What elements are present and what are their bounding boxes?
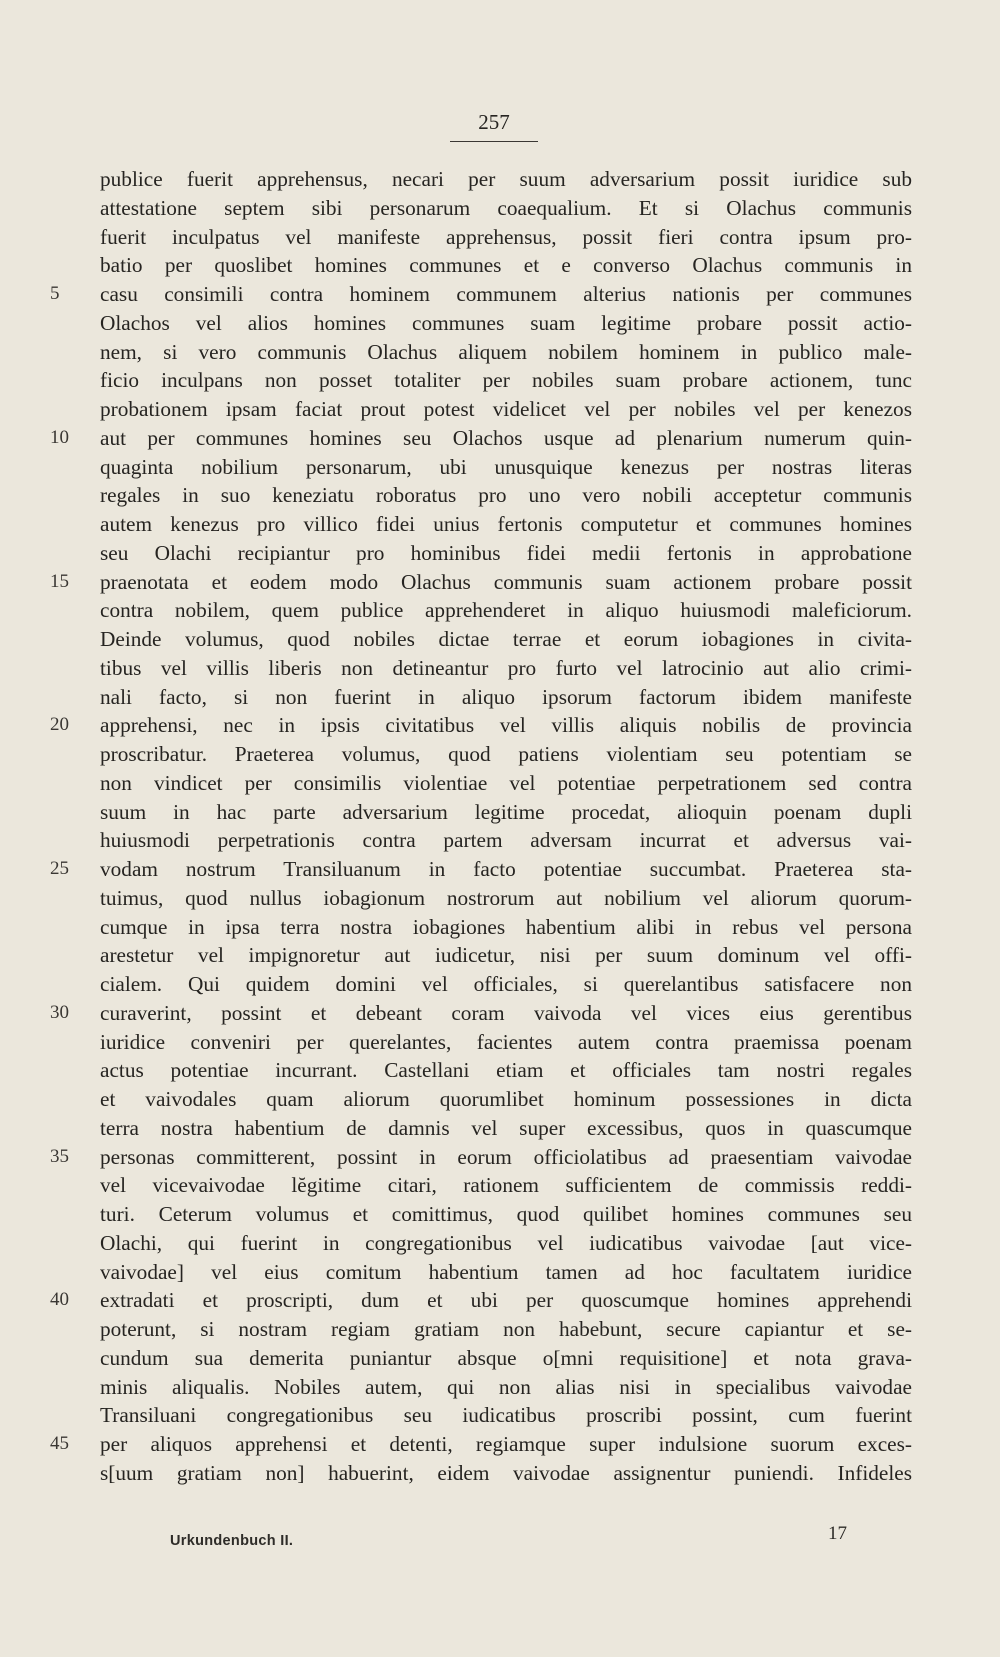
text-line [50, 999, 912, 1028]
text-line [100, 769, 912, 798]
line-text: regales in suo keneziatu roboratus pro uno vero nobili acceptetur communis [100, 483, 912, 508]
text-line [100, 251, 912, 280]
footer-signature-mark: 17 [828, 1523, 847, 1544]
line-text: cialem. Qui quidem domini vel officiales, si querelantibus satisfacere non [100, 972, 912, 996]
line-text: non vindicet per consimilis violentiae vel potentiae perpetrationem sed contra [100, 770, 912, 795]
line-text: fuerit inculpatus vel manifeste apprehensus, possit fieri contra ipsum pro- [100, 224, 912, 249]
line-text: s[uum gratiam non] habuerint, eidem vaivodae assignentur puniendi. Infideles [100, 1460, 912, 1485]
line-text: praenotata et eodem modo Olachus communis suam actionem probare possit [100, 569, 912, 594]
line-text: aut per communes homines seu Olachos usque ad plenarium numerum quin- [100, 425, 912, 450]
text-line [100, 1171, 912, 1200]
line-number: 35 [50, 1145, 69, 1167]
line-number: 30 [50, 1001, 69, 1023]
line-text: Olachos vel alios homines communes suam legitime probare possit actio- [100, 310, 912, 335]
text-line [100, 941, 912, 970]
text-line [50, 1143, 912, 1172]
text-line [100, 1028, 912, 1057]
text-line [100, 366, 912, 395]
line-text: iuridice conveniri per querelantes, facientes autem contra praemissa poenam [100, 1029, 912, 1054]
line-text: actus potentiae incurrant. Castellani etiam et officiales tam nostri regales [100, 1058, 912, 1083]
line-text: Transiluani congregationibus seu iudicatibus proscribi possint, cum fuerint [100, 1403, 912, 1428]
text-line [100, 395, 912, 424]
line-number: 5 [50, 283, 60, 304]
line-number: 25 [50, 858, 69, 879]
text-line [50, 1286, 912, 1315]
text-line [50, 424, 912, 453]
line-text: apprehensi, nec in ipsis civitatibus vel villis aliquis nobilis de provincia [100, 713, 912, 738]
text-line [100, 1085, 912, 1114]
line-text: probationem ipsam faciat prout potest videlicet vel per nobiles vel per kenezos [100, 397, 912, 421]
line-text: vodam nostrum Transiluanum in facto potentiae succumbat. Praeterea sta- [100, 857, 912, 881]
text-line [100, 165, 912, 194]
line-text: turi. Ceterum volumus et comittimus, quod quilibet homines communes seu [100, 1202, 912, 1226]
line-text: suum in hac parte adversarium legitime procedat, alioquin poenam dupli [100, 799, 912, 824]
line-text: et vaivodales quam aliorum quorumlibet hominum possessiones in dicta [100, 1087, 912, 1111]
line-text: terra nostra habentium de damnis vel super excessibus, quos in quascumque [100, 1115, 912, 1140]
text-line [100, 539, 912, 568]
line-text: attestatione septem sibi personarum coaequalium. Et si Olachus communis [100, 195, 912, 220]
text-line [100, 913, 912, 942]
page-number: 257 [450, 110, 538, 142]
text-line [100, 884, 912, 913]
text-line [100, 1315, 912, 1344]
line-text: batio per quoslibet homines communes et e converso Olachus communis in [100, 253, 912, 278]
text-line [50, 1430, 912, 1459]
line-text: publice fuerit apprehensus, necari per suum adversarium possit iuridice sub [100, 167, 912, 191]
footer-source: Urkundenbuch II. [170, 1533, 294, 1549]
text-line [100, 510, 912, 539]
line-text: vaivodae] vel eius comitum habentium tamen ad hoc facultatem iuridice [100, 1259, 912, 1284]
text-line [100, 625, 912, 654]
line-text: proscribatur. Praeterea volumus, quod patiens violentiam seu potentiam se [100, 742, 912, 766]
text-line [100, 683, 912, 712]
text-line [100, 596, 912, 625]
line-text: ficio inculpans non posset totaliter per nobiles suam probare actionem, tunc [100, 368, 912, 393]
line-text: per aliquos apprehensi et detenti, regiamque super indulsione suorum exces- [100, 1432, 912, 1456]
text-line [50, 280, 912, 309]
line-number: 15 [50, 570, 69, 592]
line-text: vel vicevaivodae lĕgitime citari, rationem sufficientem de commissis reddi- [100, 1173, 912, 1198]
line-text: extradati et proscripti, dum et ubi per quoscumque homines apprehendi [100, 1288, 912, 1313]
text-line [100, 1200, 912, 1229]
line-text: poterunt, si nostram regiam gratiam non habebunt, secure capiantur et se- [100, 1317, 912, 1341]
text-line [100, 1401, 912, 1430]
text-line [100, 338, 912, 367]
line-text: contra nobilem, quem publice apprehenderet in aliquo huiusmodi maleficiorum. [100, 598, 912, 623]
line-text: cumque in ipsa terra nostra iobagiones habentium alibi in rebus vel persona [100, 914, 912, 939]
line-number: 40 [50, 1289, 69, 1311]
text-line [100, 1229, 912, 1258]
text-line [100, 740, 912, 769]
line-text: nem, si vero communis Olachus aliquem nobilem hominem in publico male- [100, 339, 912, 364]
line-text: seu Olachi recipiantur pro hominibus fidei medii fertonis in approbatione [100, 540, 912, 565]
line-text: tibus vel villis liberis non detineantur pro furto vel latrocinio aut alio crimi- [100, 655, 912, 680]
line-text: curaverint, possint et debeant coram vaivoda vel vices eius gerentibus [100, 1000, 912, 1025]
text-line [100, 1373, 912, 1402]
line-number: 20 [50, 714, 69, 736]
line-text: autem kenezus pro villico fidei unius fertonis computetur et communes homines [100, 512, 912, 536]
text-line [100, 194, 912, 223]
line-text: cundum sua demerita puniantur absque o[mni requisitione] et nota grava- [100, 1345, 912, 1370]
text-line [100, 223, 912, 252]
line-text: Olachi, qui fuerint in congregationibus vel iudicatibus vaivodae [aut vice- [100, 1230, 912, 1255]
line-text: nali facto, si non fuerint in aliquo ipsorum factorum ibidem manifeste [100, 684, 912, 709]
text-line [100, 970, 912, 999]
line-number: 45 [50, 1433, 69, 1454]
text-line [100, 798, 912, 827]
line-text: minis aliqualis. Nobiles autem, qui non alias nisi in specialibus vaivodae [100, 1374, 912, 1399]
text-line [100, 826, 912, 855]
text-line [100, 1258, 912, 1287]
text-line [50, 855, 912, 884]
text-line [100, 453, 912, 482]
text-line [100, 1114, 912, 1143]
text-line [100, 654, 912, 683]
line-number: 10 [50, 426, 69, 448]
line-text: huiusmodi perpetrationis contra partem adversam incurrat et adversus vai- [100, 828, 912, 853]
line-text: tuimus, quod nullus iobagionum nostrorum aut nobilium vel aliorum quorum- [100, 885, 912, 910]
text-body [50, 165, 912, 1488]
line-text: quaginta nobilium personarum, ubi unusquique kenezus per nostras literas [100, 454, 912, 479]
text-line [100, 1056, 912, 1085]
text-line [50, 568, 912, 597]
line-text: Deinde volumus, quod nobiles dictae terrae et eorum iobagiones in civita- [100, 627, 912, 651]
text-line [100, 1344, 912, 1373]
line-text: casu consimili contra hominem communem alterius nationis per communes [100, 282, 912, 306]
text-line [50, 711, 912, 740]
line-text: personas committerent, possint in eorum officiolatibus ad praesentiam vaivodae [100, 1144, 912, 1169]
text-line [100, 1459, 912, 1488]
line-text: arestetur vel impignoretur aut iudicetur, nisi per suum dominum vel offi- [100, 943, 912, 968]
text-line [100, 309, 912, 338]
text-line [100, 481, 912, 510]
